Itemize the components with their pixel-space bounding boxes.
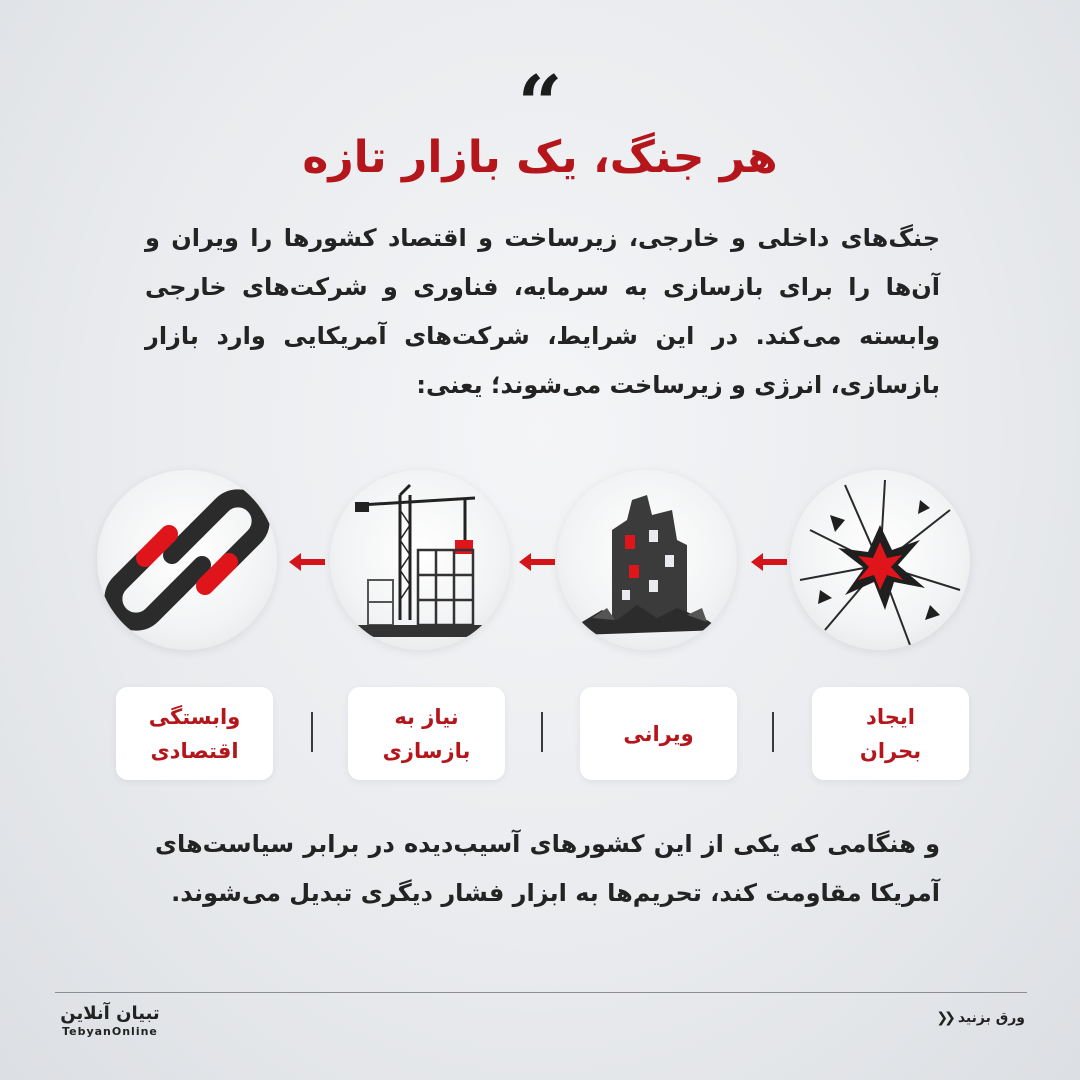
arrow-left-icon xyxy=(519,552,555,572)
page-title: هر جنگ، یک بازار تازه xyxy=(302,132,778,183)
footer-divider xyxy=(55,992,1027,993)
stage-label-rebuild: نیاز به بازسازی xyxy=(348,687,505,780)
quote-mark-icon: “ xyxy=(517,59,563,150)
ruined-building-icon xyxy=(557,470,737,650)
chain-link-icon xyxy=(97,470,277,650)
arrow-left-icon xyxy=(289,552,325,572)
divider xyxy=(541,712,543,752)
arrow-left-icon xyxy=(751,552,787,572)
double-chevron-icon: ❮❮ xyxy=(936,1010,952,1026)
brand-name-en: TebyanOnline xyxy=(62,1025,158,1038)
divider xyxy=(772,712,774,752)
divider xyxy=(311,712,313,752)
construction-crane-icon xyxy=(330,470,510,650)
swipe-label: ورق بزنید xyxy=(957,1010,1025,1026)
stage-label-dependency: وابستگی اقتصادی xyxy=(116,687,273,780)
intro-paragraph: جنگ‌های داخلی و خارجی، زیرساخت و اقتصاد کشورها را ویران و آن‌ها را برای بازسازی به سرمایه، فناوری و شرکت‌های خارجی وابسته می‌کند. در این شرایط، شرکت‌های آمریکایی وارد بازار بازسازی، انرژی و زیرساخت می‌شوند؛ یعنی: xyxy=(145,224,940,399)
brand-logo xyxy=(55,1003,165,1039)
outro-paragraph: و هنگامی که یکی از این کشورهای آسیب‌دیده در برابر سیاست‌های آمریکا مقاومت کند، تحریم‌ها به ابزار فشار دیگری تبدیل می‌شوند. xyxy=(155,830,940,907)
stage-label-crisis: ایجاد بحران xyxy=(812,687,969,780)
shattered-glass-icon xyxy=(790,470,970,650)
brand-name-fa: تبیان آنلاین xyxy=(60,1003,160,1024)
stage-label-ruin: ویرانی xyxy=(580,687,737,780)
swipe-hint[interactable] xyxy=(936,1010,1025,1026)
